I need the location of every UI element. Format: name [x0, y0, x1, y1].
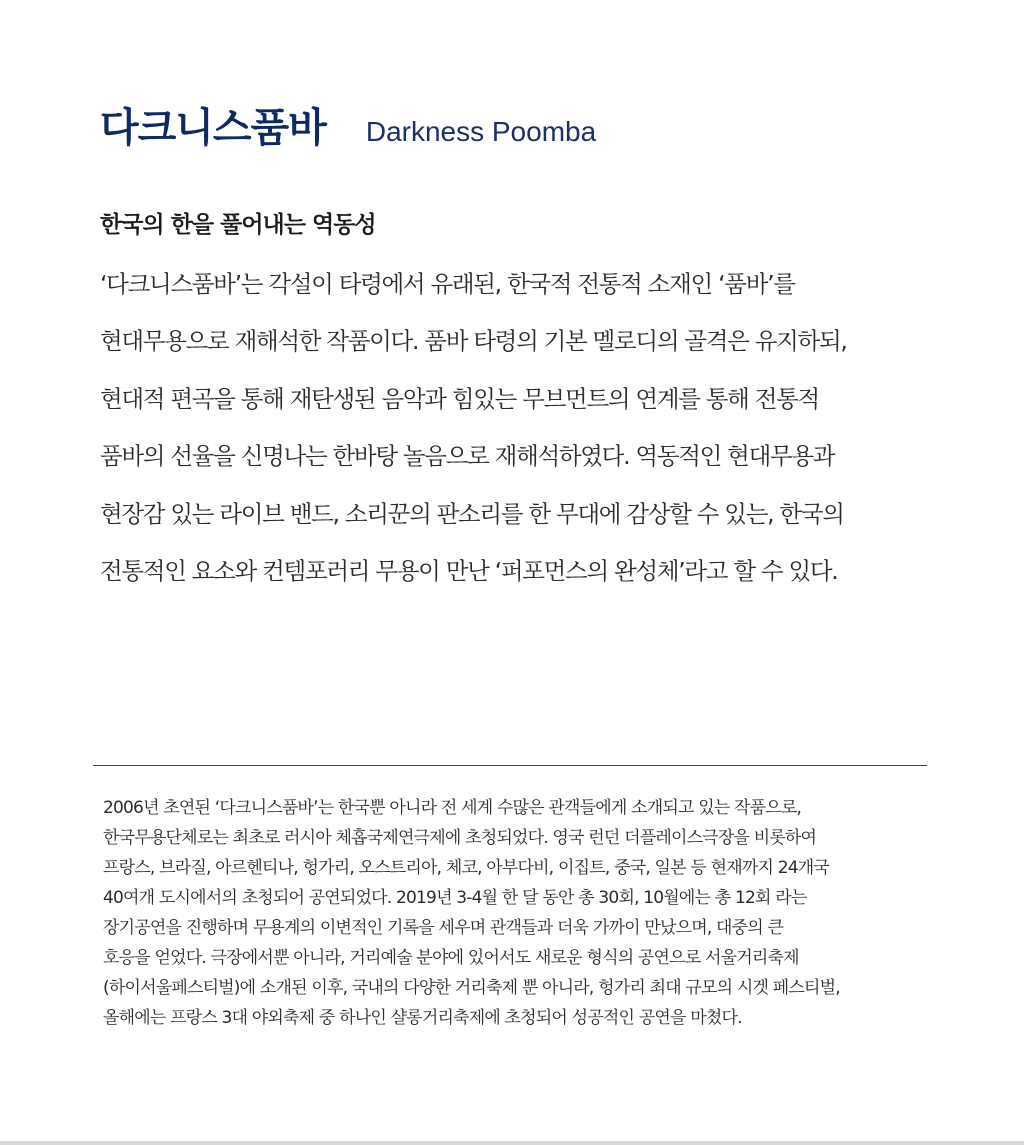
history-line: 프랑스, 브라질, 아르헨티나, 헝가리, 오스트리아, 체코, 아부다비, 이집트, 중국, 일본 등 현재까지 24개국 [103, 858, 829, 878]
history-line: 올해에는 프랑스 3대 야외축제 중 하나인 샬롱거리축제에 초청되어 성공적인 공연을 마쳤다. [103, 1008, 742, 1028]
history-paragraph [103, 793, 933, 1033]
intro-line: ‘다크니스품바’는 각설이 타령에서 유래된, 한국적 전통적 소재인 ‘품바’를 [100, 270, 795, 298]
history-line: 40여개 도시에서의 초청되어 공연되었다. 2019년 3-4월 한 달 동안 총 30회, 10월에는 총 12회 라는 [103, 888, 807, 908]
intro-paragraph [100, 262, 935, 606]
history-line: 장기공연을 진행하며 무용계의 이변적인 기록을 세우며 관객들과 더욱 가까이 만났으며, 대중의 큰 [103, 918, 784, 938]
bottom-border [0, 1141, 1024, 1145]
intro-line: 현장감 있는 라이브 밴드, 소리꾼의 판소리를 한 무대에 감상할 수 있는, 한국의 [100, 499, 844, 528]
history-line: 호응을 얻었다. 극장에서뿐 아니라, 거리예술 분야에 있어서도 새로운 형식의 공연으로 서울거리축제 [103, 948, 799, 968]
history-line: (하이서울페스티벌)에 소개된 이후, 국내의 다양한 거리축제 뿐 아니라, 헝가리 최대 규모의 시겟 페스티벌, [103, 978, 840, 998]
section-subtitle: 한국의 한을 풀어내는 역동성 [100, 212, 376, 238]
intro-line: 현대적 편곡을 통해 재탄생된 음악과 힘있는 무브먼트의 연계를 통해 전통적 [100, 384, 819, 413]
intro-line: 현대무용으로 재해석한 작품이다. 품바 타령의 기본 멜로디의 골격은 유지하되, [100, 327, 847, 356]
intro-line: 전통적인 요소와 컨템포러리 무용이 만난 ‘퍼포먼스의 완성체’라고 할 수 있다. [100, 556, 838, 585]
history-line: 한국무용단체로는 최초로 러시아 체홉국제연극제에 초청되었다. 영국 런던 더플레이스극장을 비롯하여 [103, 828, 817, 848]
title-row [100, 96, 596, 153]
page-title-korean: 다크니스품바 [100, 105, 326, 151]
section-divider [93, 765, 927, 766]
intro-line: 품바의 선율을 신명나는 한바탕 놀음으로 재해석하였다. 역동적인 현대무용과 [100, 442, 835, 471]
history-line: 2006년 초연된 ‘다크니스품바’는 한국뿐 아니라 전 세계 수많은 관객들에게 소개되고 있는 작품으로, [103, 798, 802, 818]
page-title-english: Darkness Poomba [365, 116, 597, 147]
